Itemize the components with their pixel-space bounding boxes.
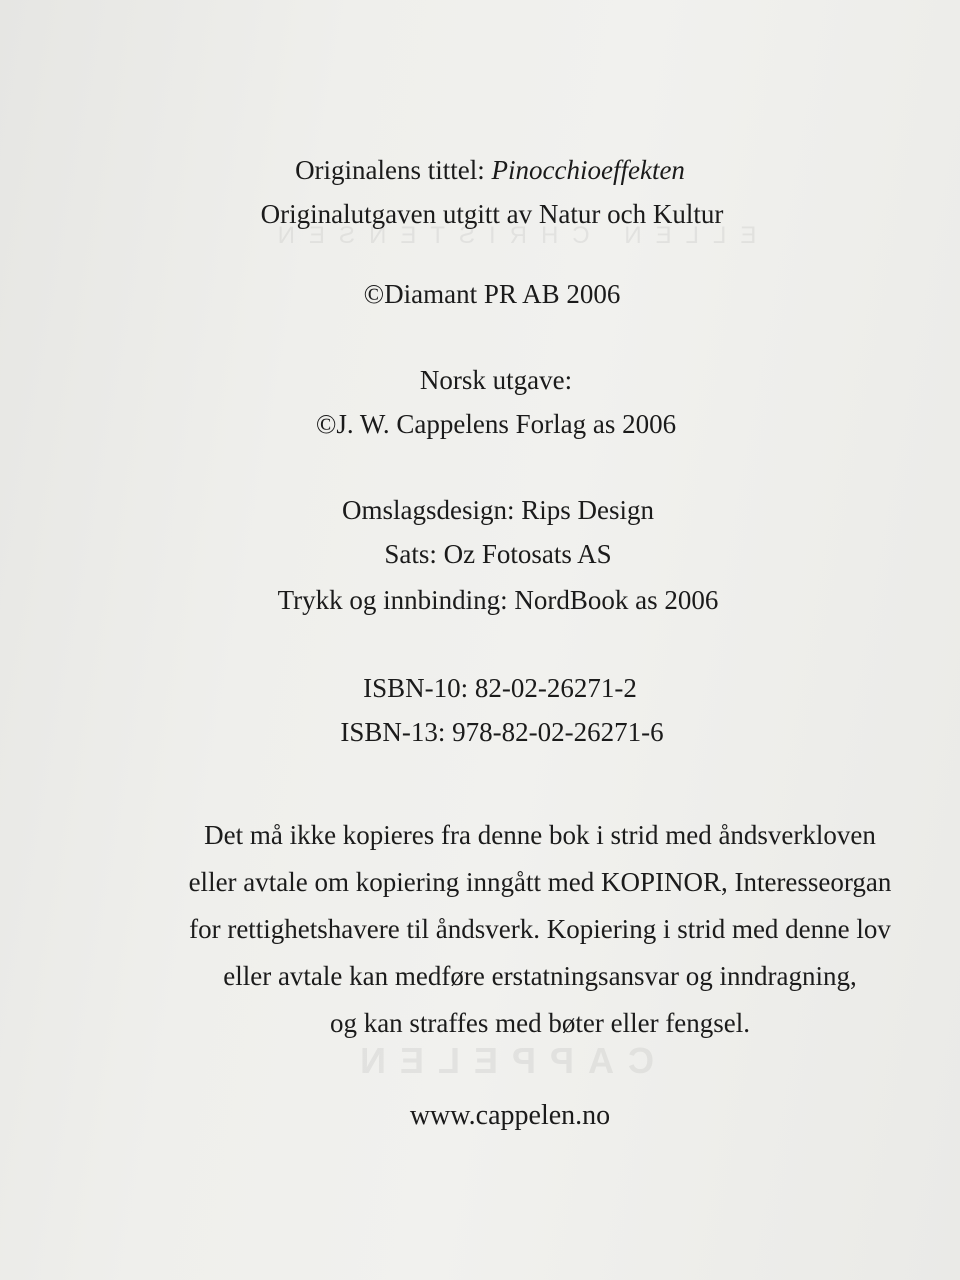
copyright-notice: [120, 812, 960, 1047]
typesetting-credit: Sats: Oz Fotosats AS: [384, 539, 612, 569]
original-title: Pinocchioeffekten: [491, 155, 685, 185]
show-through-author-text: ELLEN CHRISTENSEN: [263, 222, 757, 249]
isbn-13: ISBN-13: 978-82-02-26271-6: [340, 717, 664, 747]
original-edition: Originalutgaven utgitt av Natur och Kultur: [260, 199, 724, 229]
publisher-website: www.cappelen.no: [409, 1100, 611, 1131]
original-title-line: [10, 154, 960, 186]
notice-line: eller avtale kan medføre erstatningsansvar og inndragning,: [223, 961, 857, 991]
printing-credit: Trykk og innbinding: NordBook as 2006: [277, 585, 719, 615]
norwegian-edition-label: Norsk utgave:: [419, 365, 573, 395]
copyright-original: ©Diamant PR AB 2006: [363, 279, 621, 309]
notice-line: og kan straffes med bøter eller fengsel.: [329, 1008, 751, 1038]
cover-design-credit: Omslagsdesign: Rips Design: [341, 495, 654, 525]
show-through-publisher-logo: CAPPELEN: [345, 1040, 655, 1081]
notice-line: eller avtale om kopiering inngått med KOPINOR, Interesseorgan: [188, 867, 892, 897]
notice-line: for rettighetshavere til åndsverk. Kopiering i strid med denne lov: [189, 914, 891, 944]
original-title-label: Originalens tittel:: [295, 155, 492, 185]
copyright-norwegian: ©J. W. Cappelens Forlag as 2006: [315, 409, 677, 439]
isbn-10: ISBN-10: 82-02-26271-2: [363, 673, 637, 703]
notice-line: Det må ikke kopieres fra denne bok i strid med åndsverkloven: [204, 820, 876, 850]
